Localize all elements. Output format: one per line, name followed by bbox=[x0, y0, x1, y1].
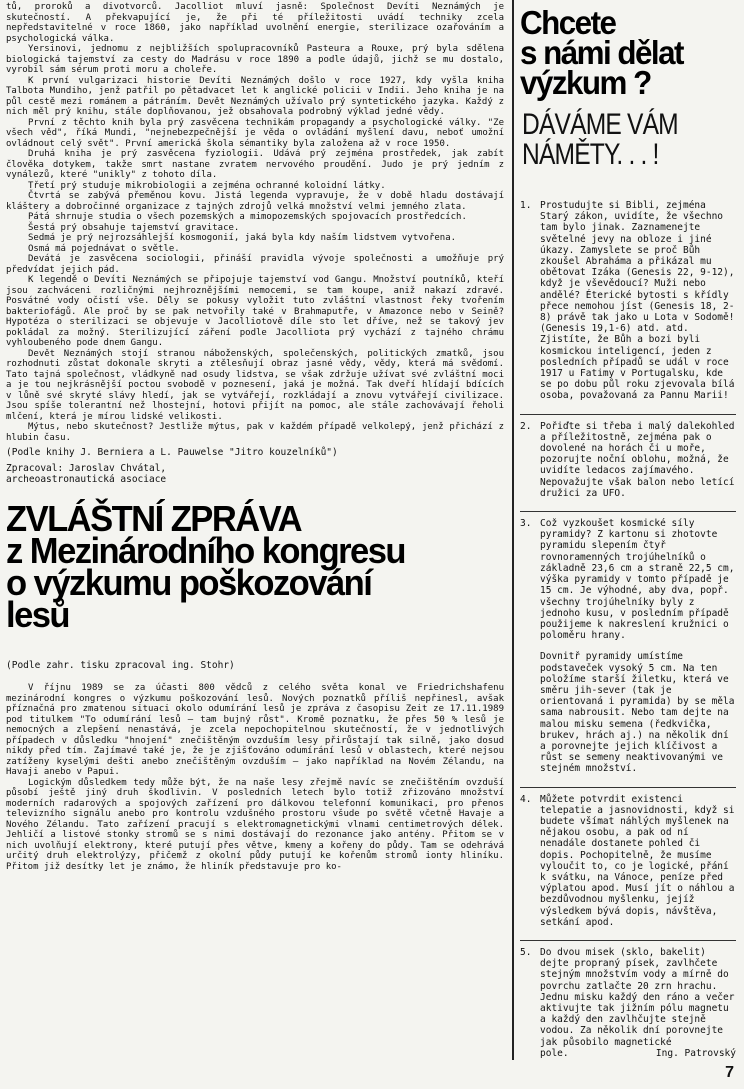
headline-line: lesů bbox=[6, 593, 70, 635]
headline-line: výzkum ? bbox=[520, 64, 651, 101]
tip-number: 3. bbox=[520, 518, 532, 530]
article-paragraph: Třetí prý studuje mikrobiologii a zejména ochranné koloidní látky. bbox=[28, 180, 386, 191]
special-report-headline bbox=[6, 497, 484, 635]
article-paragraph: K první vulgarizaci historie Devíti Neznámých došlo v roce 1927, kdy vyšla kniha Talbota Mundiho, jenž patřil po pětadvacet let k anglické policii v Indii. Jeho kniha je na půl cestě mezi románem a pátráním. Devět Neznámých užívalo prý syntetického jazyka. Každý z nich měl prý knihu, stále doplňovanou, jež obsahovala podrobný výklad jedné vědy. bbox=[6, 75, 504, 117]
tip-body bbox=[540, 518, 736, 774]
article-paragraph: Pátá shrnuje studia o všech pozemských a mimopozemských spojovacích prostředcích. bbox=[28, 212, 467, 222]
tip-paragraph: Do dvou misek (sklo, bakelit) dejte propraný písek, zavlhčete stejným množstvím vody a mírně do povrchu zatlačte 20 zrn hrachu. Jednu misku každý den ráno a večer aktivujte tak jižním pólu magnetu a každý den zavlhčujte stejně vodou. Za několik dní porovnejte jak působilo magnetické bbox=[540, 946, 735, 1048]
tip-number: 5. bbox=[520, 946, 532, 958]
article-paragraph: Šestá prý obsahuje tajemství gravitace. bbox=[28, 222, 240, 233]
left-column bbox=[6, 2, 504, 872]
tip-number: 1. bbox=[520, 200, 532, 211]
list-item bbox=[520, 511, 736, 774]
tips-list bbox=[520, 200, 736, 1059]
article-paragraph: Čtvrtá se zabývá přeměnou kovu. Jistá legenda vypravuje, že v době hladu dostávají kláštery a dobročinné organizace z tajných zdrojů velká množství velmi jemného zlata. bbox=[6, 191, 504, 212]
tip-body bbox=[540, 421, 736, 499]
tip-paragraph: Což vyzkoušet kosmické síly pyramidy? Z kartonu si zhotovte pyramidu slepením čtyř rovnoramenných trojúhelníků o základně 23,6 cm a straně 22,5 cm, výška pyramidy v tomto případě je 15 cm. Je výhodné, aby dva, popř. všechny trojúhelníky byly z jednoho kusu, v posledním případě použijeme k nakreslení kružnici o poloměru hrany. bbox=[540, 518, 735, 642]
tip-paragraph: Prostudujte si Bibli, zejména Starý zákon, uvidíte, že všechno tam bylo jinak. Zaznamenejte světelné jevy na obloze i jiné úkazy. Zamyslete se proč Bůh zkoušel Abraháma a přikázal mu obětovat Izáka (Genesis 22, 9-12), když je vševědoucí? Muži nebo andělé? Éterické bytosti s křídly přece nemohou jíst (Genesis 18, 2-8) právě tak jako u Lota v Sodomě! (Genesis 19,1-6) atd. atd. Zjistíte, že Bůh a bozi byli kosmickou inteligencí, jeden z posledních případů se udál v roce 1917 u Fatimy v Portugalsku, kde se po dobu půl roku zjevovala bílá osoba, považovaná za Pannu Marii! bbox=[540, 200, 735, 402]
credit-line: Zpracoval: Jaroslav Chvátal, bbox=[6, 462, 167, 474]
special-report-body bbox=[6, 683, 504, 872]
article-paragraph: Druhá kniha je prý zasvěcena fyziologii. Udává prý zejména prostředek, jak zabít člověka dotykem, takže smrt nastane zvratem nervového proudění. Judo je prý jedním z vynálezů, které "unikly" z tohoto díla. bbox=[6, 149, 504, 180]
tip-number: 4. bbox=[520, 793, 532, 805]
tip-body bbox=[540, 947, 736, 1059]
article-paragraph: Osmá má pojednávat o světle. bbox=[28, 243, 180, 254]
list-item bbox=[520, 200, 736, 402]
closing-word: pole. bbox=[540, 1047, 569, 1059]
headline-line: z Mezinárodního kongresu bbox=[6, 529, 406, 571]
article-paragraph: V říjnu 1989 se za účasti 800 vědců z celého světa konal ve Friedrichshafenu mezinárodní kongres o výzkumu poškozování lesů. Nových poznatků příliš nepřinesl, avšak příznačná pro zmatenou situaci okolo odumírání lesů je zpráva z časopisu Zeit ze 17.11.1989 pod titulkem "To odumírání lesů – tam bujný růst". Kromě poznatku, že přes 50 % lesů je nemocných a zlepšení nenastává, je zcela nepochopitelnou skutečností, že v jednotlivých případech v důsledku "hnojení" znečištěným ovzduším lesy přirůstají tak silně, jako dosud nikdy před tím. Zajímavé také je, že je zjišťováno odumírání lesů v oblastech, které nejsou zatíženy kyselými dešti anebo znečištěným ovzduším – jako například na Novém Zélandu, na Havaji anebo v Papui. bbox=[6, 683, 504, 777]
headline-line: ZVLÁŠTNÍ ZPRÁVA bbox=[6, 497, 302, 539]
article-paragraph: K legendě o Devíti Neznámých se připojuje tajemství vod Gangu. Množství poutníků, kteří jsou zachváceni rozličnými nejhroznějšími nemocemi, se tam koupe, aniž nakazí zdravé. Posvátné vody očistí vše. Děly se pokusy vyložit tuto zvláštní vlastnost řeky tvořením bakteriofágů. Ale proč by se pak netvořily také v Brahmaputře, v Amazonce nebo v Seině? Hypotéza o sterilizaci se objevuje v Jacolliotově díle sto let dříve, než se takový jev pokládal za možný. Sterilizující záření podle Jacolliota prý vychází z tajného chrámu vyhloubeného pode dnem Gangu. bbox=[6, 275, 504, 348]
headline-line: Chcete bbox=[520, 4, 616, 41]
article-paragraph: První z těchto knih byla prý zasvěcena technikám propagandy a psychologické války. "Ze všech věd", říká Mundi, "nejnebezpečnější je věda o ovládání myšlení davu, neboť umožní ovládnout celý svět". První americká škola sémantiky byla založena až v roce 1950. bbox=[6, 117, 504, 149]
article-paragraph: Sedmá je prý nejrozsáhlejší kosmogonií, jaká byla kdy naším lidstvem vytvořena. bbox=[28, 233, 457, 243]
author-credit bbox=[6, 463, 504, 485]
right-column bbox=[512, 0, 736, 1060]
article-nine-unknown bbox=[6, 2, 504, 485]
article-paragraph: Yersinovi, jednomu z nejbližších spolupracovníků Pasteura a Rouxe, prý byla sdělena biologická tajemství za cesty do Madrásu v roce 1890 a podle údajů, jichž se mu dostalo, vyrobil sám sérum proti moru a choleře. bbox=[6, 44, 504, 75]
page-number: 7 bbox=[725, 1064, 734, 1081]
tip-paragraph: Můžete potvrdit existenci telepatie a jasnovidnosti, když si budete všímat náhlých myšlenek na nějakou osobu, a pak od ní nenadále dostanete pohled či dopis. Pochopitelně, že musíme vyloučit to, co je logické, přání k svátku, na Vánoce, peníze před výplatou apod. Musí jít o náhlou a bezdůvodnou myšlenku, jejíž výsledkem bývá dopis, návštěva, setkání apod. bbox=[540, 793, 735, 928]
article-paragraph: Devět Neznámých stojí stranou náboženských, společenských, politických zmatků, jsou rozhodnuti zůstat dokonale skryti a ztělesňují obraz jasné vědy, vědy, která má svědomí. Tato tajná společnost, vládkyně nad osudy lidstva, se však zdržuje užívat své zvláštní moci a je tou nejkrásnější poctou svobodě v poznesení, jaká je možná. Tak dveří hlídají bdících v lůně své skryté slávy hledí, jak se vytvářejí, rozkládají a znovu vytvářejí civilizace. Jsou spíše tolerantní než lhostejní, hotovi přijít na pomoc, ale stále zachovávají řeholi mlčení, která je mírou lidské velikosti. bbox=[6, 348, 504, 422]
tip-number: 2. bbox=[520, 420, 532, 432]
special-report-source: (Podle zahr. tisku zpracoval ing. Stohr) bbox=[6, 659, 235, 671]
list-item bbox=[520, 414, 736, 499]
headline-line: o výzkumu poškozování bbox=[6, 561, 372, 603]
credit-line: archeoastronautická asociace bbox=[6, 473, 167, 485]
ideas-subheadline bbox=[522, 110, 697, 170]
signature-line bbox=[540, 1048, 736, 1059]
list-item bbox=[520, 787, 736, 928]
article-special-report bbox=[6, 497, 504, 873]
tip-paragraph: Pořiďte si třeba i malý dalekohled a příležitostně, zejména pak o dovolené na horách či u moře, pozorujte noční oblohu, možná, že uvidíte ledacos zajímavého. Nepovažujte však balon nebo letící družici za UFO. bbox=[540, 420, 735, 499]
tip-body bbox=[540, 794, 736, 928]
tip-paragraph: Dovnitř pyramidy umístíme podstaveček vysoký 5 cm. Na ten položíme starší žiletku, která ve směru jih-sever (tak je orientovaná i pyramida) by se měla sama nabrousit. Nebo tam dejte na malou misku semena (ředkvička, brukev, hrách aj.) na několik dní a porovnejte jejich klíčivost a růst se semeny neaktivovanými ve stejném množství. bbox=[540, 651, 735, 775]
article-paragraph: Mýtus, nebo skutečnost? Jestliže mýtus, pak v každém případě velkolepý, jenž přichází z hlubin času. bbox=[6, 422, 504, 443]
author-signature: Ing. Patrovský bbox=[655, 1047, 736, 1059]
article-paragraph: Logickým důsledkem tedy může být, že na naše lesy zřejmě navíc se znečištěním ovzduší působí ještě jiný druh škodlivin. V posledních letech bylo totiž zřizováno množství moderních radarových a spojových zařízení pro dálkovou telefonní komunikaci, pro přenos televizního signálu anebo pro kontrolu vzdušného prostoru všude po světě včetně Havaje a Nového Zélandu. Tato zařízení pracují s elektromagnetickými vlnami centimetrových délek. Jehličí a listové stonky stromů se s nimi dostávají do rezonance jako antény. Přitom se v nich uvolňují elektrony, které putují přes větve, kmeny a kořeny do půdy. Tam se odehrává určitý druh elektrolýzy, přičemž z okolní půdy putují ke kořenům stromů ionty hliníku. Přitom již desítky let je známo, že hliník představuje pro ko- bbox=[6, 777, 504, 872]
headline-line: NÁMĚTY. . . ! bbox=[522, 138, 659, 171]
article-paragraph: Devátá je zasvěcena sociologii, přináší pravidla vývoje společnosti a umožňuje prý předvídat jejich pád. bbox=[6, 254, 504, 275]
list-item bbox=[520, 940, 736, 1059]
research-headline bbox=[520, 4, 725, 101]
headline-line: s námi dělat bbox=[520, 34, 683, 71]
article-paragraph: tů, proroků a divotvorců. Jacolliot mluví jasně: Společnost Devíti Neznámých je skutečností. A překvapující je, že při té příležitosti uvádí techniky zcela nepředstavitelné v roce 1860, jako například uvolnění energie, sterilizace ozařováním a psychologická válka. bbox=[6, 2, 504, 44]
tip-body bbox=[540, 200, 736, 402]
headline-line: DÁVÁME VÁM bbox=[522, 108, 678, 141]
source-note: (Podle knihy J. Berniera a L. Pauwelse "Jitro kouzelníků") bbox=[6, 447, 338, 458]
